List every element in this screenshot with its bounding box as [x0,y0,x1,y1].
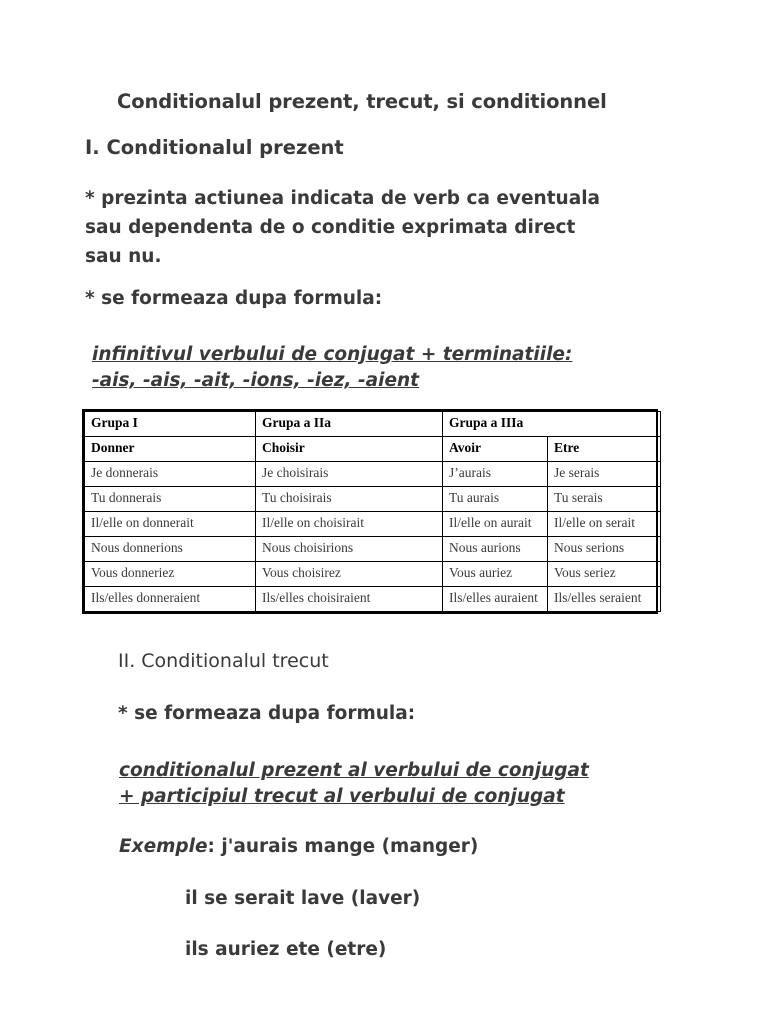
group-header-cell: Grupa a IIIa [443,412,661,437]
section-two-formula-line-2: + participiul trecut al verbului de conjugat [119,786,565,807]
group-header-cell: Grupa a IIa [256,412,443,437]
section-two-formula-line-1: conditionalul prezent al verbului de conjugat [119,760,589,781]
table-row [85,462,661,487]
table-cell: Tu aurais [443,487,548,512]
example-text: ils auriez ete (etre) [185,939,387,960]
table-cell: Ils/elles auraient [443,587,548,612]
example-text: il se serait lave (laver) [185,888,421,909]
table-cell: Ils/elles donneraient [85,587,256,612]
example-line [185,888,420,909]
table-cell: Tu serais [548,487,661,512]
conjugation-table-container [82,409,658,614]
table-cell: Je choisirais [256,462,443,487]
table-row [85,487,661,512]
table-cell: Vous seriez [548,562,661,587]
table-row [85,562,661,587]
table-cell: Il/elle on aurait [443,512,548,537]
table-cell: Ils/elles seraient [548,587,661,612]
table-cell: Vous donneriez [85,562,256,587]
section-one-formula-label: * se formeaza dupa formula: [85,288,383,309]
table-row [85,512,661,537]
table-cell: Je serais [548,462,661,487]
example-line [185,939,386,960]
example-line [119,836,478,857]
verb-header-cell: Choisir [256,437,443,462]
section-one-formula-line-2: -ais, -ais, -ait, -ions, -iez, -aient [92,370,420,391]
page-title: Conditionalul prezent, trecut, si conditionnel [117,90,607,113]
section-two-formula-label: * se formeaza dupa formula: [118,703,416,724]
verb-header-cell: Avoir [443,437,548,462]
table-cell: Il/elle on donnerait [85,512,256,537]
section-one-description: * prezinta actiunea indicata de verb ca eventuala sau dependenta de o conditie exprimata direct sau nu. [85,188,601,267]
table-row-verb-headers [85,437,661,462]
table-row-group-headers [85,412,661,437]
conjugation-table [84,411,661,612]
table-row [85,587,661,612]
table-cell: Nous aurions [443,537,548,562]
section-heading-two: II. Conditionalul trecut [118,650,329,672]
table-cell: Il/elle on serait [548,512,661,537]
table-cell: Il/elle on choisirait [256,512,443,537]
example-text: j'aurais mange (manger) [221,836,479,857]
section-two-formula [119,758,709,810]
verb-header-cell: Donner [85,437,256,462]
table-cell: Nous choisirions [256,537,443,562]
example-lead-label: Exemple [119,836,208,857]
table-cell: Vous choisirez [256,562,443,587]
section-one-formula [92,342,672,394]
section-one-formula-line-1: infinitivul verbului de conjugat + terminatiile: [92,344,573,365]
table-cell: Tu choisirais [256,487,443,512]
group-header-cell: Grupa I [85,412,256,437]
section-heading-one: I. Conditionalul prezent [85,136,344,159]
table-cell: Je donnerais [85,462,256,487]
table-cell: Nous serions [548,537,661,562]
table-cell: J’aurais [443,462,548,487]
example-separator: : [207,836,222,857]
verb-header-cell: Etre [548,437,661,462]
table-cell: Vous auriez [443,562,548,587]
table-cell: Nous donnerions [85,537,256,562]
table-row [85,537,661,562]
table-cell: Tu donnerais [85,487,256,512]
table-cell: Ils/elles choisiraient [256,587,443,612]
